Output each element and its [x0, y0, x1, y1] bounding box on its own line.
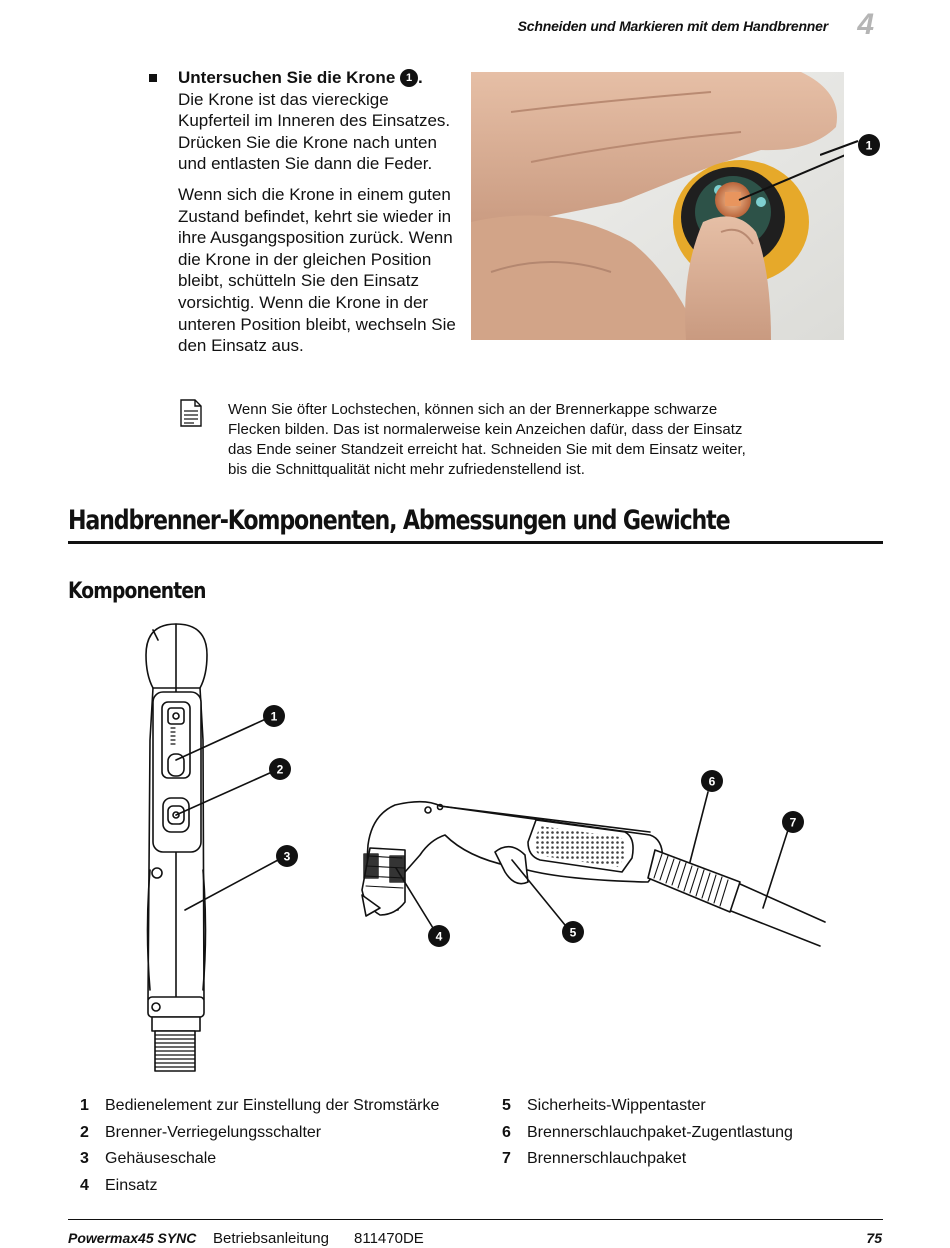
footer-rule — [68, 1219, 883, 1220]
bullet-paragraph-2: Wenn sich die Krone in einem guten Zustand befindet, kehrt sie wieder in ihre Ausgangsposition zurück. Wenn die Krone in der gleichen Position bleibt, schütteln Sie den Einsatz vorsichtig. Wenn die Krone in der unteren Position bleibt, wechseln Sie den Einsatz aus. — [178, 184, 456, 356]
legend-label: Gehäuseschale — [105, 1150, 217, 1168]
diagram-callout-3 — [276, 845, 298, 867]
diagram-callout-6 — [701, 770, 723, 792]
sub-heading: Komponenten — [68, 579, 206, 604]
photo-callout-leader — [820, 138, 860, 158]
legend-item — [502, 1120, 793, 1147]
legend-item — [80, 1120, 439, 1147]
diagram-callout-5 — [562, 921, 584, 943]
legend-label: Einsatz — [105, 1176, 158, 1194]
legend-number: 7 — [502, 1150, 511, 1168]
legend-item — [502, 1146, 793, 1173]
consumable-inspection-photo — [471, 72, 844, 340]
torch-components-diagram — [0, 610, 950, 1080]
footer-product-name: Powermax45 SYNC — [68, 1230, 197, 1246]
diagram-callout-2 — [269, 758, 291, 780]
section-heading: Handbrenner-Komponenten, Abmessungen und Gewichte — [68, 505, 730, 536]
legend-right-column — [502, 1093, 793, 1173]
section-rule — [68, 541, 883, 544]
legend-item — [80, 1093, 439, 1120]
note-document-icon — [180, 399, 202, 427]
legend-number: 2 — [80, 1123, 89, 1141]
chapter-number: 4 — [857, 8, 874, 41]
callout-7-label: 7 — [789, 815, 797, 830]
footer-page-number: 75 — [866, 1230, 882, 1246]
legend-label: Brennerschlauchpaket — [527, 1150, 687, 1168]
bullet-lead: Untersuchen Sie die Krone — [178, 68, 396, 87]
legend-left-column — [80, 1093, 439, 1199]
callout-1-label: 1 — [270, 709, 278, 724]
legend-number: 6 — [502, 1123, 511, 1141]
diagram-callout-7 — [782, 811, 804, 833]
bullet-marker — [149, 74, 157, 82]
legend-item — [502, 1093, 793, 1120]
footer-part-number: 811470DE — [354, 1230, 424, 1247]
callout-1-inline: 1 — [400, 69, 418, 87]
legend-number: 4 — [80, 1176, 89, 1194]
photo-callout-label: 1 — [865, 138, 873, 153]
diagram-callout-1 — [263, 705, 285, 727]
legend-item — [80, 1173, 439, 1200]
footer-manual-title: Betriebsanleitung — [213, 1230, 329, 1247]
bullet-lead-end: . — [418, 68, 423, 87]
callout-2-label: 2 — [276, 762, 284, 777]
running-head: Schneiden und Markieren mit dem Handbrenner — [517, 18, 828, 34]
legend-number: 1 — [80, 1097, 89, 1114]
handheld-torch-top-view — [146, 624, 207, 1071]
legend-label: Bedienelement zur Einstellung der Stromstärke — [105, 1097, 440, 1114]
legend-label: Brenner-Verriegelungsschalter — [105, 1123, 322, 1141]
legend-label: Brennerschlauchpaket-Zugentlastung — [527, 1123, 793, 1141]
bullet-paragraph-1: Die Krone ist das viereckige Kupferteil im Inneren des Einsatzes. Drücken Sie die Krone nach unten und entlasten Sie dann die Feder. — [178, 89, 451, 174]
legend-item — [80, 1146, 439, 1173]
legend-number: 3 — [80, 1150, 89, 1168]
bullet-block — [178, 67, 458, 366]
callout-6-label: 6 — [708, 774, 716, 789]
callout-4-label: 4 — [435, 929, 443, 944]
legend-number: 5 — [502, 1097, 511, 1114]
note-text: Wenn Sie öfter Lochstechen, können sich an der Brennerkappe schwarze Flecken bilden. Das ist normalerweise kein Anzeichen dafür, dass der Einsatz das Ende seiner Standzeit erreicht hat. Schneiden Sie mit dem Einsatz weiter, bis die Schnittqualität nicht mehr zufriedenstellend ist. — [228, 401, 746, 478]
callout-5-label: 5 — [569, 925, 577, 940]
callout-3-label: 3 — [283, 849, 291, 864]
legend-label: Sicherheits-Wippentaster — [527, 1097, 706, 1114]
diagram-callout-4 — [428, 925, 450, 947]
